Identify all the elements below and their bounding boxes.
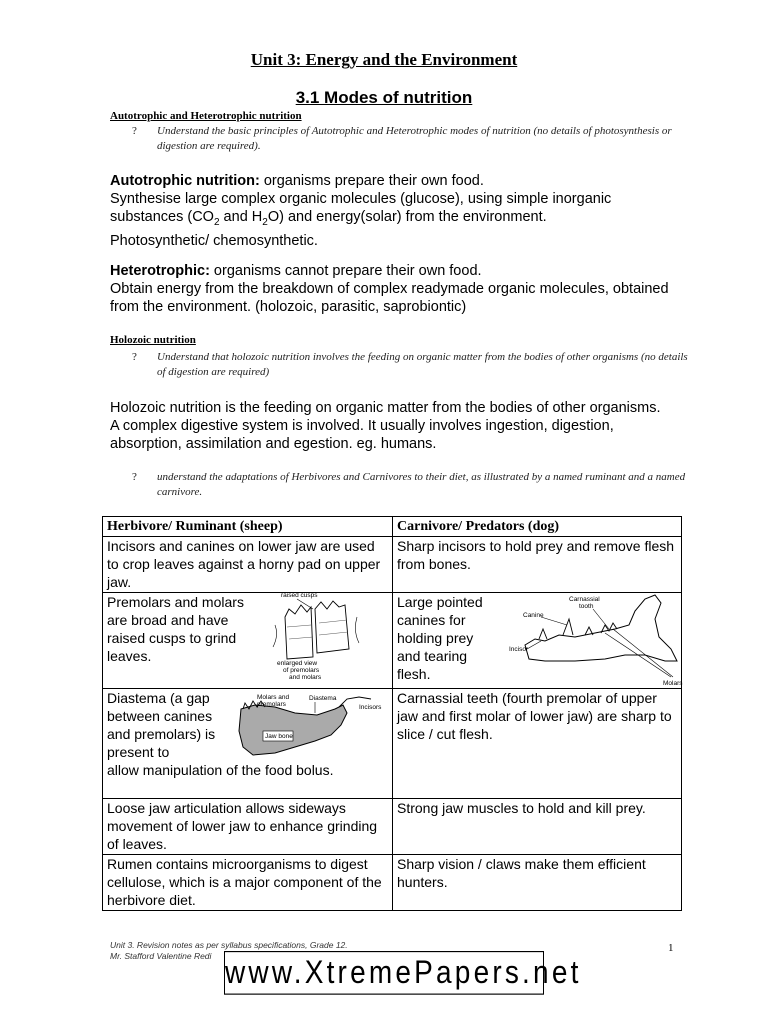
watermark-link[interactable]: www.XtremePapers.net <box>224 951 544 995</box>
label-diastema: Diastema <box>309 695 337 702</box>
label-tooth: tooth <box>579 603 594 610</box>
table-row <box>103 593 682 689</box>
label-premolars: of premolars <box>283 667 320 674</box>
page-number: 1 <box>668 942 674 954</box>
column-header-herbivore: Herbivore/ Ruminant (sheep) <box>103 517 393 537</box>
herbivore-cell-text-b: allow manipulation of the food bolus. <box>107 762 334 778</box>
autotrophic-line2c: O) and energy(solar) from the environment. <box>267 209 547 225</box>
molars-diagram <box>265 587 393 687</box>
holozoic-paragraph: Holozoic nutrition is the feeding on organic matter from the bodies of other organisms. A complex digestive system is involved. It usually involves ingestion, digestion, absorption, assimilation and egestion. eg. humans. <box>110 400 661 452</box>
table-header-row <box>103 517 682 537</box>
label-premolars: premolars <box>257 701 286 708</box>
carnivore-cell: Sharp incisors to hold prey and remove flesh from bones. <box>393 537 682 593</box>
label-carnassial: Carnassial <box>569 596 600 603</box>
label-canine: Canine <box>523 612 544 619</box>
herbivore-cell <box>103 689 393 799</box>
footer-line-1: Unit 3. Revision notes as per syllabus specifications, Grade 12. <box>110 940 348 950</box>
objective-bullet: ? <box>132 351 137 363</box>
herbivore-cell: Loose jaw articulation allows sideways movement of lower jaw to enhance grinding of leaves. <box>103 799 393 855</box>
carnivore-cell: Carnassial teeth (fourth premolar of upper jaw and first molar of lower jaw) are sharp to slice / cut flesh. <box>393 689 682 799</box>
sheep-jaw-shape <box>239 705 347 755</box>
autotrophic-paragraph <box>110 172 670 250</box>
section-heading-holozoic: Holozoic nutrition <box>110 334 196 346</box>
objective-1 <box>132 124 692 154</box>
autotrophic-line2a: Synthesise large complex organic molecules (glucose), using simple inorganic substances (CO <box>110 191 612 225</box>
carnivore-cell: Strong jaw muscles to hold and kill prey. <box>393 799 682 855</box>
objective-2 <box>132 350 692 380</box>
section-title: 3.1 Modes of nutrition <box>295 88 473 107</box>
label-leader <box>541 617 567 625</box>
label-leader <box>593 609 609 629</box>
heterotrophic-term: Heterotrophic: <box>110 263 210 279</box>
objective-3 <box>132 470 692 500</box>
label-incisor: Incisor <box>509 646 529 653</box>
autotrophic-line3: Photosynthetic/ chemosynthetic. <box>110 232 318 249</box>
table-row <box>103 537 682 593</box>
carnivore-cell <box>393 593 682 689</box>
label-enlarged: enlarged view <box>277 660 318 667</box>
column-header-carnivore: Carnivore/ Predators (dog) <box>393 517 682 537</box>
label-raised-cusps: raised cusps <box>281 592 318 599</box>
table-row <box>103 689 682 799</box>
objective-text: understand the adaptations of Herbivores and Carnivores to their diet, as illustrated by a named ruminant and a named carnivore. <box>157 471 686 498</box>
carnivore-cell-text: Large pointed canines for holding prey and tearing flesh. <box>397 594 483 682</box>
autotrophic-line2b: and H <box>219 209 263 225</box>
comparison-table <box>102 516 682 911</box>
sheep-jaw-diagram <box>235 691 385 763</box>
objective-bullet: ? <box>132 471 137 483</box>
heterotrophic-line2: Obtain energy from the breakdown of complex readymade organic molecules, obtained from the environment. (holozoic, parasitic, saprobiontic) <box>110 281 669 315</box>
heterotrophic-paragraph <box>110 262 670 316</box>
objective-text: Understand the basic principles of Autotrophic and Heterotrophic modes of nutrition (no details of photosynthesis or digestion are required). <box>157 125 672 152</box>
section-heading-auto-hetero: Autotrophic and Heterotrophic nutrition <box>110 110 302 122</box>
herbivore-cell-text: Diastema (a gap between canines and premolars) is present to <box>107 690 216 760</box>
label-incisors: Incisors <box>359 704 382 711</box>
table-row <box>103 855 682 911</box>
table-row <box>103 799 682 855</box>
heterotrophic-def: organisms cannot prepare their own food. <box>209 263 482 279</box>
molar-tooth-shape <box>285 605 313 659</box>
autotrophic-term: Autotrophic nutrition: <box>110 173 260 189</box>
label-molars-and: Molars and <box>257 694 290 701</box>
label-and-molars: and molars <box>289 674 322 681</box>
herbivore-cell: Incisors and canines on lower jaw are used to crop leaves against a horny pad on upper jaw. <box>103 537 393 593</box>
subscript-2b: 2 <box>262 216 268 228</box>
carnivore-cell: Sharp vision / claws make them efficient hunters. <box>393 855 682 911</box>
molar-tooth-shape <box>315 601 349 653</box>
dog-jaw-diagram <box>505 589 687 687</box>
objective-text: Understand that holozoic nutrition involves the feeding on organic matter from the bodies of other organisms (no details of digestion are required) <box>157 351 688 378</box>
objective-bullet: ? <box>132 125 137 137</box>
autotrophic-def: organisms prepare their own food. <box>259 173 484 189</box>
herbivore-cell: Rumen contains microorganisms to digest cellulose, which is a major component of the herbivore diet. <box>103 855 393 911</box>
herbivore-cell-text: Premolars and molars are broad and have raised cusps to grind leaves. <box>107 594 244 664</box>
page-title: Unit 3: Energy and the Environment <box>250 50 518 69</box>
dog-jaw-outline <box>525 595 677 661</box>
subscript-2: 2 <box>213 216 220 228</box>
label-jaw-bone: Jaw bone <box>265 733 293 740</box>
herbivore-cell <box>103 593 393 689</box>
label-molars: Molars <box>663 680 683 687</box>
footer-line-2: Mr. Stafford Valentine Redi <box>110 951 212 961</box>
